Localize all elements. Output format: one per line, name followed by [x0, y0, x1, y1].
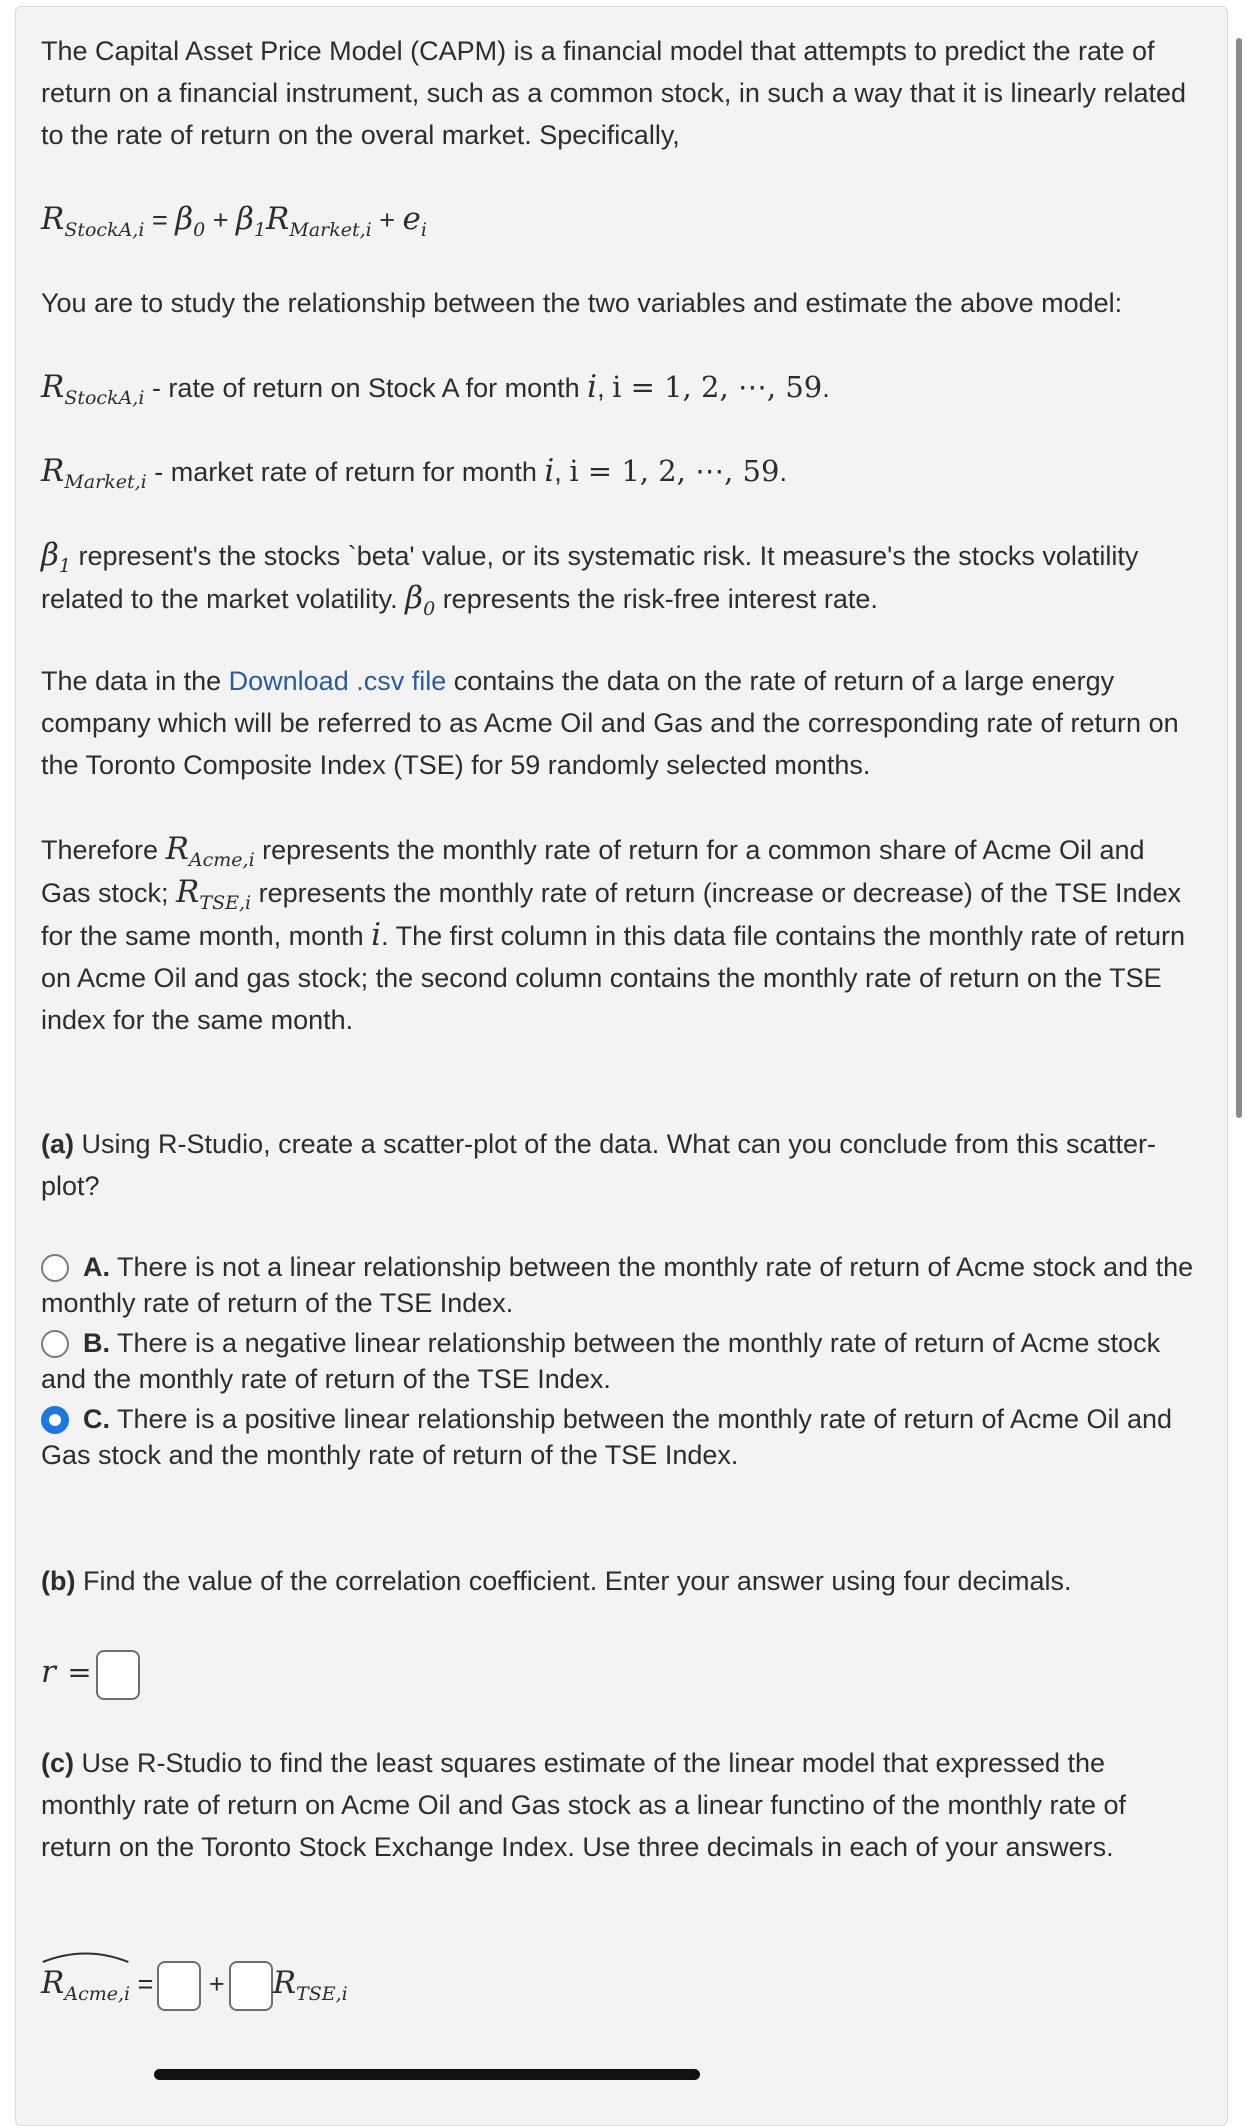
equals-sign: =	[67, 1655, 92, 1689]
therefore-text: represents the monthly rate of return for a common share of Acme Oil and Gas stock;	[41, 835, 1145, 908]
plus-sign: +	[371, 205, 403, 235]
r-symbol: R	[41, 453, 65, 489]
option-text: There is not a linear relationship between the monthly rate of return of Acme stock and the monthly rate of return of the TSE Index.	[41, 1252, 1194, 1318]
equals-sign: =	[137, 1969, 154, 1999]
part-a-label: (a)	[41, 1129, 74, 1159]
beta1-subscript: 1	[58, 555, 72, 577]
correlation-answer-row	[41, 1646, 1201, 1700]
comma: ,	[554, 457, 570, 487]
definition-text: - rate of return on Stock A for month	[144, 373, 588, 403]
hat-icon	[41, 1951, 130, 1963]
beta1-symbol: β	[41, 537, 59, 573]
option-c[interactable]	[41, 1401, 1201, 1473]
r-subscript: StockA,i	[64, 219, 145, 241]
i-symbol: i	[587, 369, 598, 405]
part-c-label: (c)	[41, 1748, 74, 1778]
period: .	[822, 373, 830, 403]
therefore-paragraph	[41, 828, 1201, 1041]
definition-text: - market rate of return for month	[146, 457, 545, 487]
beta-text: represent's the stocks `beta' value, or its systematic risk. It measure's the stocks volatility related to the market volatility.	[41, 541, 1139, 614]
therefore-text: represents the monthly rate of return (increase or decrease) of the TSE Index for the same month, month	[41, 878, 1182, 951]
i-symbol: i	[371, 917, 382, 953]
r-market-symbol: R	[266, 201, 290, 237]
i-symbol: i	[544, 453, 555, 489]
error-symbol: e	[402, 201, 421, 237]
beta-description	[41, 534, 1201, 620]
option-text: There is a positive linear relationship between the monthly rate of return of Acme Oil and Gas stock and the monthly rate of return of the TSE Index.	[41, 1404, 1173, 1470]
download-csv-link[interactable]: Download .csv file	[228, 666, 447, 696]
r-subscript: StockA,i	[64, 387, 145, 409]
r-market-subscript: Market,i	[289, 219, 372, 241]
part-c-text: Use R-Studio to find the least squares estimate of the linear model that expressed the monthly rate of return on Acme Oil and Gas stock as a linear functino of the monthly rate of return on the Toronto Stock Exchange Index. Use three decimals in each of your answers.	[41, 1748, 1127, 1862]
intro-paragraph	[41, 30, 1201, 156]
therefore-text: Therefore	[41, 835, 166, 865]
radio-option-a[interactable]	[41, 1254, 69, 1282]
r-symbol: r	[41, 1654, 56, 1690]
part-b-label: (b)	[41, 1566, 76, 1596]
radio-option-b[interactable]	[41, 1330, 69, 1358]
intro-text: The Capital Asset Price Model (CAPM) is a financial model that attempts to predict the rate of return on a financial instrument, such as a common stock, in such a way that it is linearly related to the rate of return on the overal market. Specifically,	[41, 36, 1187, 150]
beta1-subscript: 1	[253, 219, 267, 241]
therefore-text: . The first column in this data file contains the monthly rate of return on Acme Oil and gas stock; the second column contains the monthly rate of return on the TSE index for the same month.	[41, 921, 1185, 1035]
option-letter: A.	[83, 1252, 110, 1282]
r-symbol: R	[176, 874, 200, 910]
beta0-subscript: 0	[423, 598, 436, 620]
r-subscript: TSE,i	[199, 892, 252, 914]
option-text: There is a negative linear relationship between the monthly rate of return of Acme stock and the monthly rate of return of the TSE Index.	[41, 1328, 1161, 1394]
r-tse-subscript: TSE,i	[296, 1983, 348, 2005]
data-description	[41, 660, 1201, 786]
definition-stock	[41, 366, 1201, 409]
beta0-subscript: 0	[193, 219, 206, 241]
capm-equation	[41, 198, 1201, 241]
study-paragraph	[41, 282, 1201, 324]
definition-market	[41, 450, 1201, 493]
r-symbol: R	[41, 1965, 65, 2001]
home-indicator	[154, 2069, 700, 2080]
index-range: i = 1, 2, ⋯, 59	[569, 454, 780, 488]
beta1-symbol: β	[236, 201, 254, 237]
period: .	[779, 457, 787, 487]
correlation-input[interactable]	[96, 1650, 140, 1700]
r-symbol: R	[41, 201, 65, 237]
data-text: contains the data on the rate of return of a large energy company which will be referred to as Acme Oil and Gas and the corresponding rate of return on the Toronto Composite Index (TSE) for 59 randomly selected months.	[41, 666, 1179, 780]
index-range: i = 1, 2, ⋯, 59	[612, 370, 823, 404]
part-c-question	[41, 1742, 1201, 1868]
option-b[interactable]	[41, 1325, 1201, 1397]
comma: ,	[597, 373, 613, 403]
r-symbol: R	[165, 831, 189, 867]
part-b-question	[41, 1560, 1201, 1602]
r-symbol: R	[41, 369, 65, 405]
r-tse-symbol: R	[272, 1965, 297, 2001]
study-text: You are to study the relationship between the two variables and estimate the above model:	[41, 288, 1123, 318]
option-letter: B.	[83, 1328, 110, 1358]
intercept-input[interactable]	[157, 1961, 201, 2011]
beta-text: represents the risk-free interest rate.	[435, 584, 878, 614]
beta0-symbol: β	[175, 201, 194, 237]
r-subscript: Market,i	[64, 471, 147, 493]
equals-sign: =	[144, 205, 176, 235]
r-hat-symbol	[41, 1955, 130, 2012]
radio-option-c[interactable]	[41, 1406, 69, 1434]
part-b-text: Find the value of the correlation coefficient. Enter your answer using four decimals.	[75, 1566, 1072, 1596]
part-a-text: Using R-Studio, create a scatter-plot of the data. What can you conclude from this scatter-plot?	[41, 1129, 1157, 1201]
regression-answer-row	[41, 1955, 1201, 2012]
error-subscript: i	[420, 219, 427, 241]
data-text: The data in the	[41, 666, 229, 696]
r-subscript: Acme,i	[188, 849, 255, 871]
plus-sign: +	[205, 205, 237, 235]
option-letter: C.	[83, 1404, 110, 1434]
slope-input[interactable]	[229, 1961, 273, 2011]
part-a-question	[41, 1123, 1201, 1207]
plus-sign: +	[208, 1969, 225, 1999]
option-a[interactable]	[41, 1249, 1201, 1321]
vertical-scrollbar[interactable]	[1236, 38, 1242, 1118]
beta0-symbol: β	[405, 580, 424, 616]
r-subscript: Acme,i	[64, 1983, 131, 2005]
